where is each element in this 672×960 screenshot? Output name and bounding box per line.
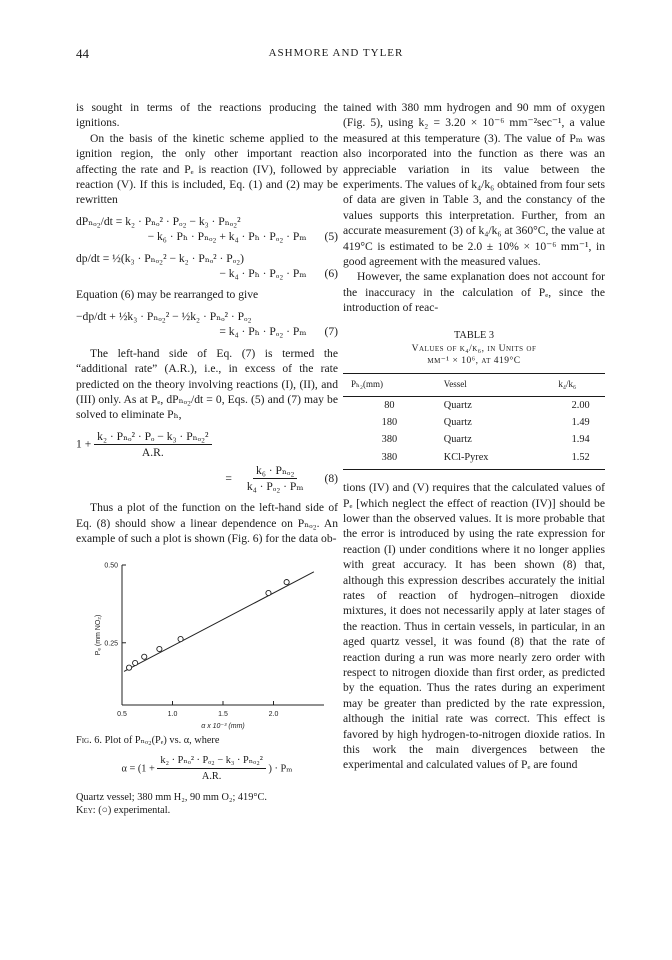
fraction	[157, 753, 266, 785]
table-title: TABLE 3	[453, 329, 495, 341]
figure-caption	[76, 734, 338, 747]
column-header: Vessel	[436, 374, 557, 396]
data-point	[178, 636, 183, 641]
table-cell: 80	[384, 399, 395, 411]
table-cell: 380	[343, 449, 436, 470]
column-header: k₄/k₆	[556, 374, 605, 396]
equation-number: (8)	[324, 471, 338, 485]
caption-conditions: Quartz vessel; 380 mm H₂, 90 mm O₂; 419°C.	[76, 791, 267, 803]
equation-number: (5)	[324, 230, 338, 244]
equation-line: − k₄ · Pₕ · Pₒ₂ · Pₘ	[219, 267, 307, 281]
paragraph: tained with 380 mm hydrogen and 90 mm of oxygen (Fig. 5), using k₂ = 3.20 × 10⁻⁶ mm⁻²sec⁻¹, a value measured at this temperature (3). The value of Pₘ was also incorporated into the function as there was an appreciable variation in its value between the experiments. The values of k₄/k₆ obtained from four sets of data are given in Table 3, and the constancy of the values supports this interpretation. Further, from an accurate measurement (3) of k₄/k₆ at 360°C, the value at 419°C is estimated to be 2.0 ± 10% × 10⁻⁶ mm⁻¹, in good agreement with the measured values.	[343, 101, 605, 269]
fraction	[244, 463, 307, 495]
right-column	[343, 100, 605, 773]
table-row	[343, 396, 605, 414]
table-cell: KCl-Pyrex	[436, 449, 557, 470]
x-tick-label: 2.0	[268, 710, 279, 718]
data-point	[142, 654, 147, 659]
running-head: ASHMORE AND TYLER	[268, 47, 404, 59]
numerator: k₂ · Pₙₒ² · Pₒ₂ − k₃ · Pₙₒ₂²	[157, 753, 266, 769]
table-cell: 1.49	[571, 416, 590, 428]
scatter-chart	[76, 555, 338, 730]
equals-sign: =	[225, 471, 232, 485]
x-tick-label: 1.5	[218, 710, 228, 718]
page-number: 44	[76, 46, 89, 61]
caption-label: Fig. 6.	[76, 734, 102, 746]
equation-line: dPₙₒ₂/dt = k₂ · Pₙₒ² · Pₒ₂ − k₃ · Pₙₒ₂²	[76, 214, 241, 228]
table-cell: Quartz	[443, 416, 472, 428]
equation-7	[76, 309, 338, 340]
caption-text: Plot of Pₙₒ₂(Pₑ) vs. α, where	[104, 734, 220, 746]
data-point	[157, 646, 162, 651]
x-tick-label: 0.5	[117, 710, 127, 718]
alpha-rhs: ) · Pₘ	[268, 763, 293, 775]
data-point	[126, 665, 131, 670]
y-axis-label: Pₑ (mm NO₂)	[95, 614, 102, 655]
alpha-equation	[76, 753, 338, 785]
alpha-lhs: α = (1 +	[121, 763, 155, 775]
numerator: k₆ · Pₙₒ₂	[253, 463, 297, 479]
table-cell: Quartz	[443, 399, 472, 411]
x-axis-label: α x 10⁻³ (mm)	[201, 722, 245, 730]
y-tick-label: 0.25	[104, 639, 118, 647]
table-cell: 1.94	[571, 434, 590, 446]
column-header: Pₕ₂(mm)	[343, 374, 436, 396]
paragraph: Equation (6) may be rearranged to give	[76, 288, 259, 302]
caption-key	[76, 804, 338, 817]
x-tick-label: 1.0	[167, 710, 178, 718]
page-header	[0, 46, 672, 66]
table-row	[343, 414, 605, 431]
paragraph: On the basis of the kinetic scheme applied to the ignition region, the only other important reaction affecting the rate and Pₑ is reaction (IV), followed by reaction (V). If this is included, Eq. (1) and (2) may be rewritten	[76, 131, 338, 207]
paragraph: The left-hand side of Eq. (7) is termed the “additional rate” (A.R.), i.e., in excess of the rate predicted on the theory involving reactions (I), (II), and (III) only. As at Pₑ, dPₙₒ₂/dt = 0, Eqs. (5) and (7) may be solved to eliminate Pₕ,	[76, 346, 338, 422]
equation-8	[76, 429, 338, 495]
table-row	[343, 449, 605, 470]
table-cell: 2.00	[571, 399, 590, 411]
equation-line: = k₄ · Pₕ · Pₒ₂ · Pₘ	[219, 325, 307, 339]
equation-number: (7)	[324, 325, 338, 339]
table-row	[343, 431, 605, 448]
equation-line: − k₆ · Pₕ · Pₙₒ₂ + k₄ · Pₕ · Pₒ₂ · Pₘ	[147, 230, 307, 244]
table-cell: 180	[381, 416, 398, 428]
paragraph: is sought in terms of the reactions producing the ignitions.	[76, 101, 338, 130]
data-table	[343, 373, 605, 470]
equation-lead: 1 +	[76, 437, 92, 451]
equation-6	[76, 251, 338, 282]
fraction	[94, 429, 211, 461]
table-subtitle: mm⁻¹ × 10⁶, at 419°C	[427, 356, 521, 367]
denominator: A.R.	[201, 771, 222, 783]
paragraph: tions (IV) and (V) requires that the calculated values of Pₑ [which neglect the effect of reaction (IV)] should be lower than the observed values. It is more probable that the error is introduced by using the rate expression for reaction (I) under conditions where it no longer applies with great accuracy. It has been shown (8) that, although this expression describes accurately the initial rates of reaction of hydrogen–nitrogen dioxide mixtures, it does not necessarily apply at later stages of the reaction. Thus in certain vessels, in particular, in an aged quartz vessel, it was found (8) that the rate of reaction during a run was more nearly zero order with respect to nitrogen dioxide than first order, as predicted by the equation. Thus the rates during an experiment may be greater than predicted by the rate expression, although the initial rate was correct. This effect is favored by high hydrogen-to-nitrogen dioxide ratios. In this work the main divergences between the experimental and calculated values of Pₑ are found	[343, 481, 605, 772]
key-label: Key:	[76, 805, 96, 817]
denominator: k₄ · Pₒ₂ · Pₘ	[246, 479, 304, 493]
left-column	[76, 100, 338, 818]
data-point	[266, 590, 271, 595]
table-cell: 1.52	[556, 449, 605, 470]
equation-5	[76, 214, 338, 245]
table-cell: 380	[381, 434, 398, 446]
equation-line: −dp/dt + ½k₃ · Pₙₒ₂² − ½k₂ · Pₙₒ² · Pₒ₂	[76, 309, 252, 323]
data-point	[133, 660, 138, 665]
paragraph: Thus a plot of the function on the left-hand side of Eq. (8) should show a linear dependence on Pₙₒ₂. An example of such a plot is shown (Fig. 6) for the data ob-	[76, 501, 338, 546]
figure-6	[76, 555, 338, 730]
denominator: A.R.	[141, 446, 164, 460]
equation-number: (6)	[324, 267, 338, 281]
key-text: (○) experimental.	[98, 805, 171, 817]
paragraph: However, the same explanation does not account for the inaccuracy in the calculation of Pₑ, since the introduction of reac-	[343, 270, 605, 315]
numerator: k₂ · Pₙₒ² · Pₒ − k₃ · Pₙₒ₂²	[94, 429, 211, 445]
equation-line: dp/dt = ½(k₃ · Pₙₒ₂² − k₂ · Pₙₒ² · Pₒ₂)	[76, 251, 245, 265]
y-tick-label: 0.50	[104, 562, 118, 570]
table-cell: Quartz	[443, 434, 472, 446]
data-point	[284, 579, 289, 584]
table-subtitle: Values of k₄/k₆, in Units of	[411, 344, 537, 355]
fit-line	[124, 571, 314, 671]
